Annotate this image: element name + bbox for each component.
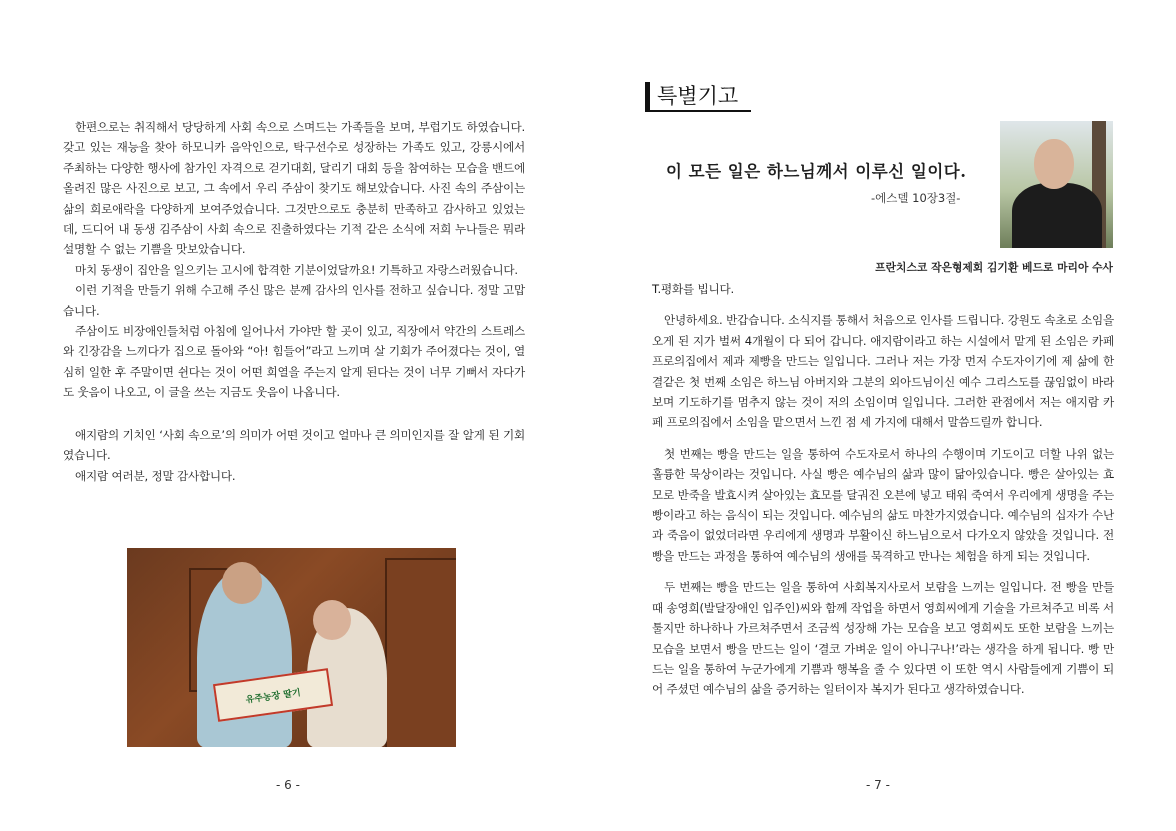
headline: 이 모든 일은 하느님께서 이루신 일이다. (666, 162, 967, 181)
photo-woman-head (313, 600, 351, 640)
author-portrait (1000, 121, 1113, 248)
closing-paragraph: 애지람의 기치인 ‘사회 속으로’의 의미가 어떤 것이고 얼마나 큰 의미인지를 잘 알게 된 기회였습니다. (63, 427, 525, 463)
author-line: 프란치스코 작은형제회 김기환 베드로 마리아 수사 (875, 261, 1113, 274)
strawberry-box: 유주농장 딸기 (213, 668, 333, 722)
photo-man-head (222, 562, 262, 604)
portrait-body (1012, 183, 1102, 248)
verse-reference: -에스델 10장3절- (871, 191, 961, 205)
right-article-body (652, 279, 1114, 700)
section-tag: 특별기고 (645, 82, 751, 112)
closing-paragraph: 애지람 여러분, 정말 감사합니다. (75, 468, 236, 483)
page-number-left: - 6 - (276, 778, 300, 792)
page-number-right: - 7 - (866, 778, 890, 792)
photo-door (385, 558, 456, 747)
left-paragraph: 이런 기적을 만들기 위해 수고해 주신 많은 분께 감사의 인사를 전하고 싶습니다. 정말 고맙습니다. (63, 283, 525, 318)
right-paragraph: 안녕하세요. 반갑습니다. 소식지를 통해서 처음으로 인사를 드립니다. 강원도 속초로 소임을 오게 된 지가 벌써 4개월이 다 되어 갑니다. 애지람이라고 하는 시설에서 맡게 된 소임은 카페 프로의집에서 제과 제빵을 만드는 일입니다. 그러나 저는 가장 먼저 수도자이기에 제 삶에 한결같은 첫 번째 소임은 하느님 아버지와 그분의 외아드님이신 예수 그리스도를 끊임없이 바라보며 기도하기를 멈추지 않는 것이 저의 소임이며 일입니다. 그러한 관점에서 저는 애지람 카페 프로의집에서 소임을 맡으면서 느낀 점 세 가지에 대해서 말씀드릴까 합니다. (652, 313, 1114, 430)
portrait-head (1034, 139, 1074, 189)
left-paragraph: 마치 동생이 집안을 일으키는 고시에 합격한 기분이었달까요! 기특하고 자랑스러웠습니다. (75, 262, 518, 277)
right-paragraph: 첫 번째는 빵을 만드는 일을 통하여 수도자로서 하나의 수행이며 기도이고 더할 나위 없는 훌륭한 묵상이라는 것입니다. 사실 빵은 예수님의 삶과 많이 닮아있습니다. 빵은 살아있는 효모로 반죽을 발효시켜 살아있는 효모를 달궈진 오븐에 넣고 태워 죽여서 우리에게 생명을 주는 빵이라고 하는 음식이 되는 것입니다. 예수님의 삶도 마찬가지였습니다. 예수님의 십자가 수난과 죽음이 없었더라면 우리에게 생명과 부활이신 하느님으로서 다가오지 않았을 것입니다. 전 빵을 만드는 과정을 통하여 예수님의 생애를 묵격하고 만나는 체험을 하게 되는 것입니다. (652, 446, 1114, 563)
family-photo (127, 548, 456, 747)
right-page (588, 0, 1176, 831)
left-paragraph: 한편으로는 취직해서 당당하게 사회 속으로 스며드는 가족들을 보며, 부럽기도 하였습니다. 갖고 있는 재능을 찾아 하모니카 음악인으로, 탁구선수로 성장하는 가족도 있고, 강릉시에서 주최하는 다양한 행사에 참가인 자격으로 걷기대회, 달리기 대회 등을 참여하는 모습을 밴드에 올려진 많은 사진으로 보고, 그 속에서 우리 주삼이 찾기도 해보았습니다. 사진 속의 주삼이는 삶의 희로애락을 다양하게 보여주었습니다. 그것만으로도 충분히 만족하고 감사하고 있었는데, 드디어 내 동생 김주삼이 사회 속으로 진출하였다는 기적 같은 소식에 저희 누나들은 뭐라 설명할 수 없는 기쁨을 맛보았습니다. (63, 120, 525, 257)
greeting: T.평화를 빕니다. (652, 282, 734, 296)
left-paragraph: 주삼이도 비장애인들처럼 아침에 일어나서 가야만 할 곳이 있고, 직장에서 약간의 스트레스와 긴장감을 느끼다가 집으로 돌아와 “아! 힘들어”라고 느끼며 살 기회가 주어졌다는 것이, 열심히 일한 후 주말이면 쉰다는 것이 어떤 희열을 주는지 알게 된다는 것이 너무 기뻐서 자다가도 웃음이 나오고, 이 글을 쓰는 지금도 웃음이 나옵니다. (63, 324, 525, 400)
right-paragraph: 두 번째는 빵을 만드는 일을 통하여 사회복지사로서 보람을 느끼는 일입니다. 전 빵을 만들 때 송영희(발달장애인 입주인)씨와 함께 작업을 하면서 영희씨에게 기술을 가르쳐주고 비록 서툴지만 하나하나 가르쳐주면서 조금씩 성장해 가는 모습을 보고 영희씨도 또한 보람을 느끼는 모습을 보면서 빵을 만드는 일이 ‘결코 가벼운 일이 아니구나!’라는 생각을 하게 됩니다. 빵 만드는 일을 통하여 누군가에게 기쁨과 행복을 줄 수 있다면 이 또한 역시 사람들에게 기쁨이 되어 주셨던 예수님의 삶을 증거하는 일터이자 복지가 된다고 생각하였습니다. (652, 580, 1114, 697)
left-article-body (63, 117, 525, 486)
